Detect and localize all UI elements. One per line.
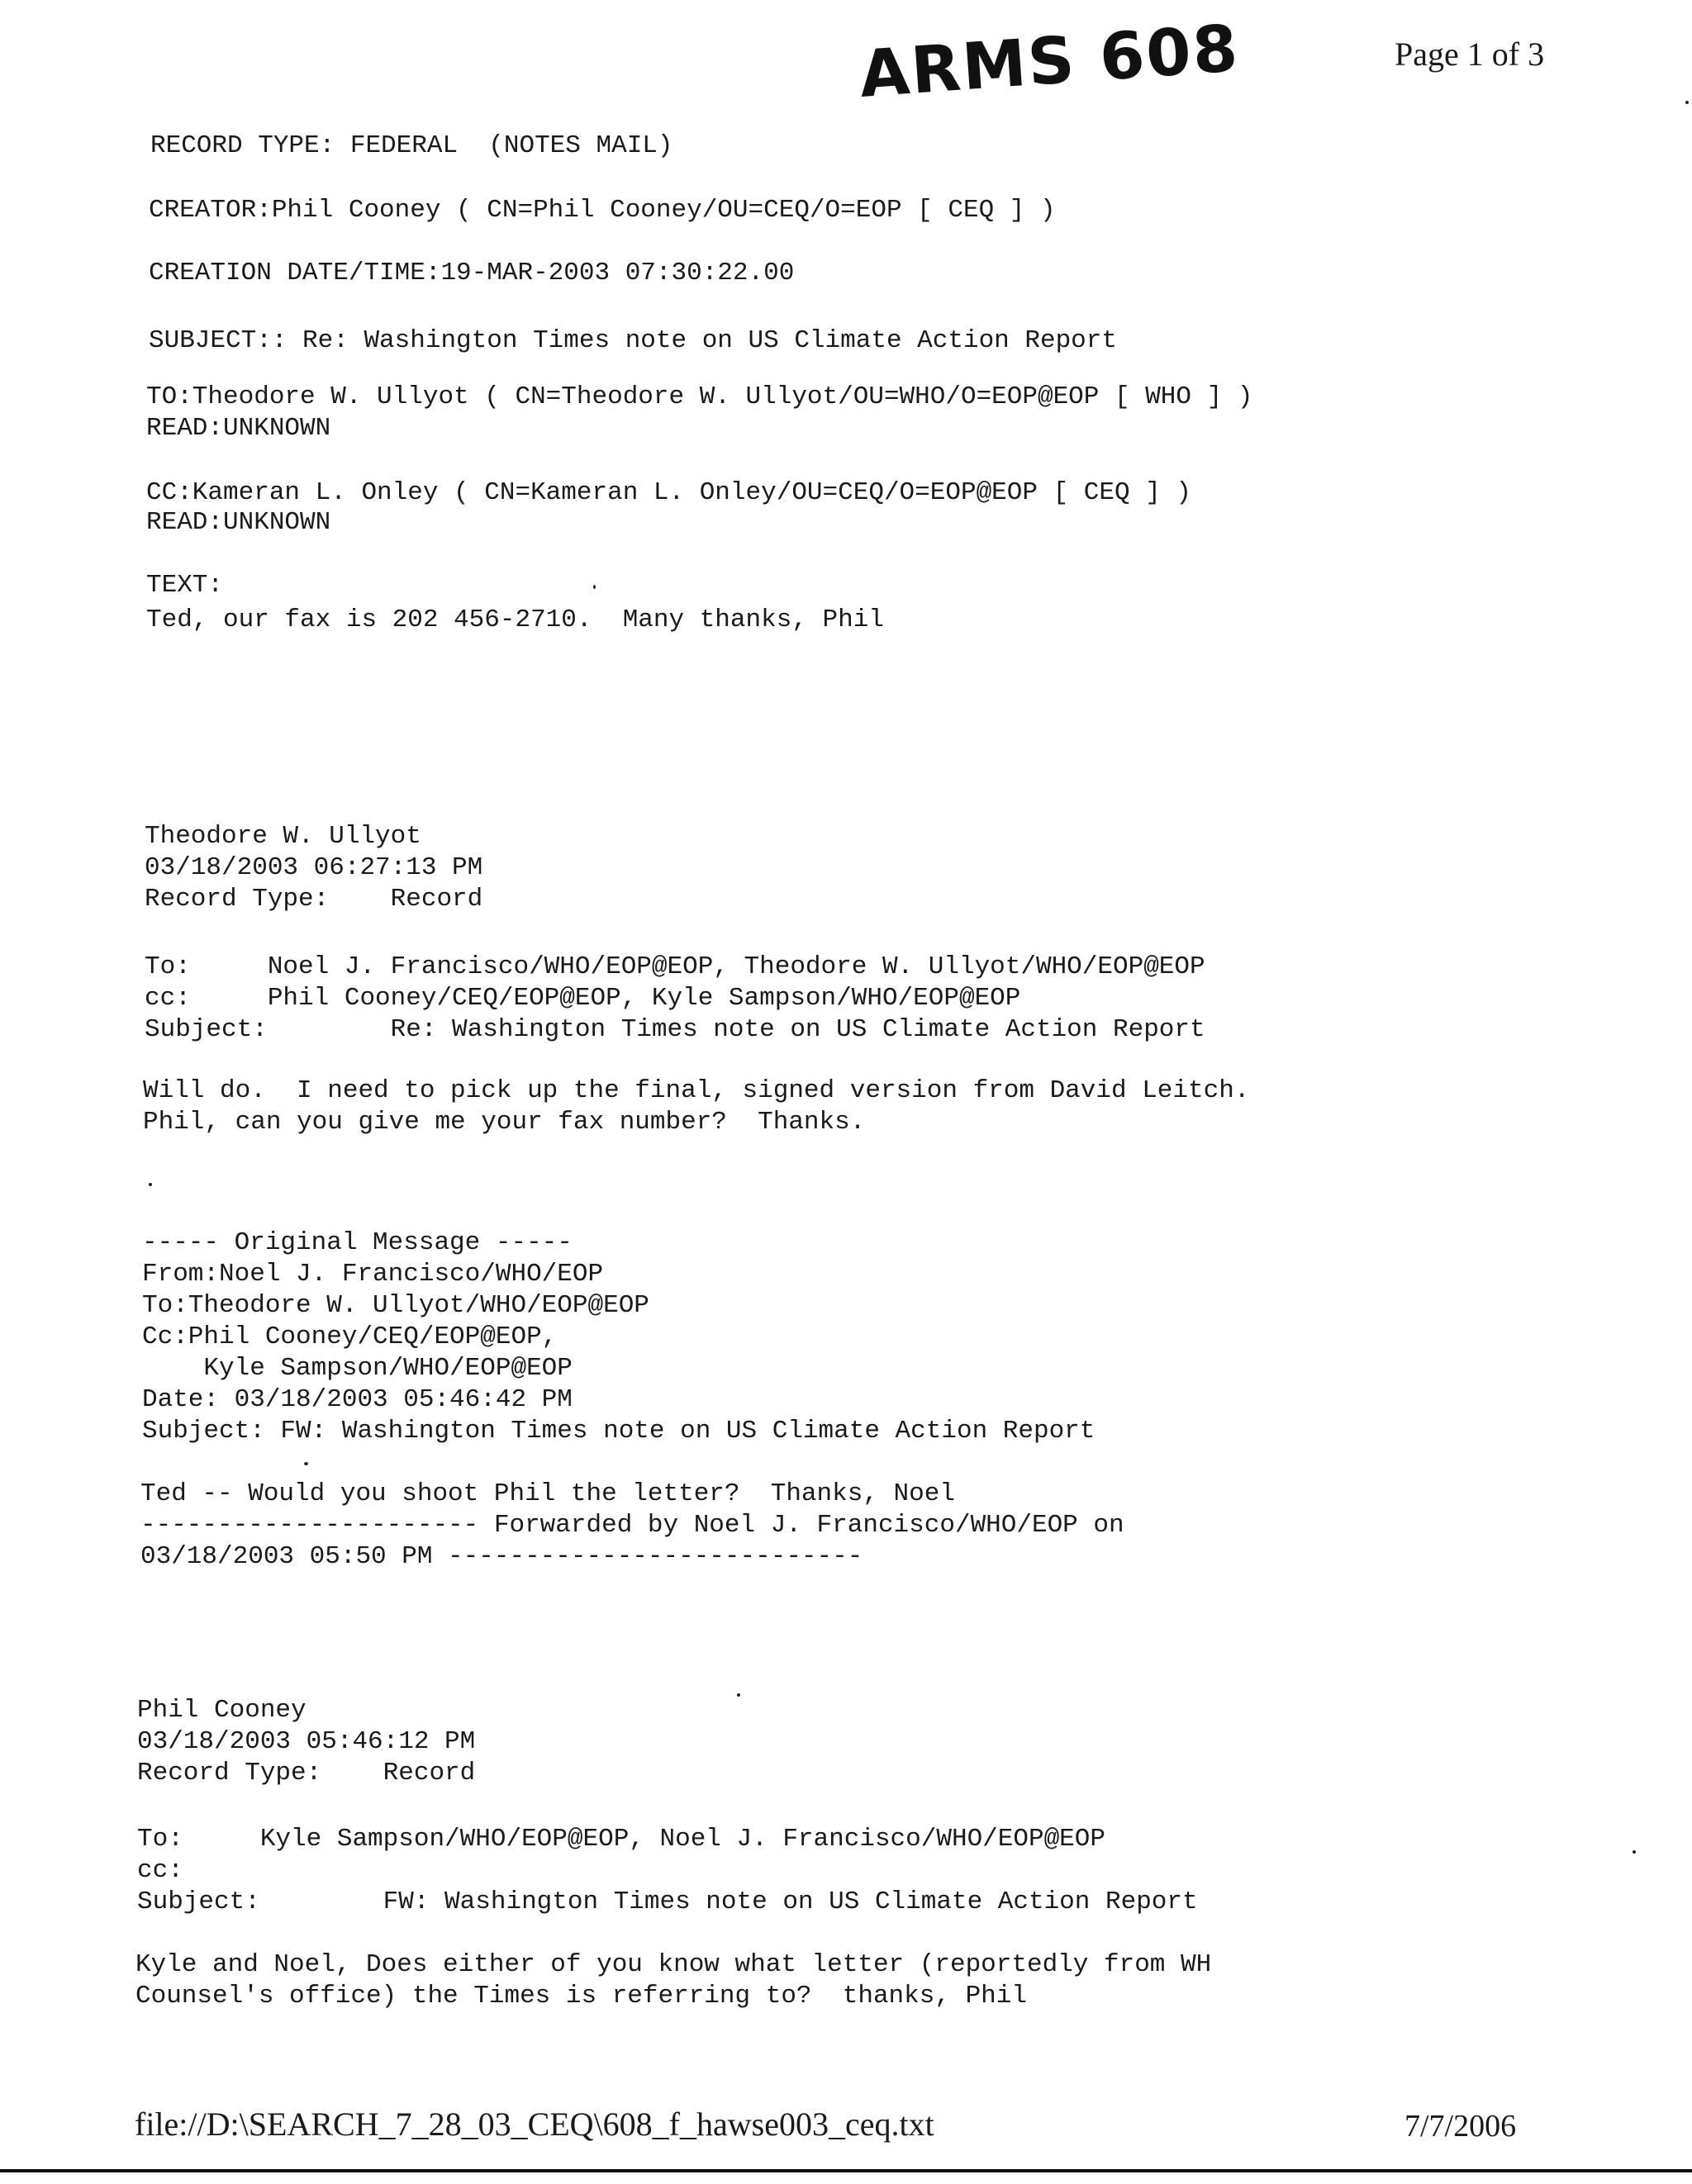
scan-speck	[1633, 1850, 1636, 1854]
record-type: RECORD TYPE: FEDERAL (NOTES MAIL)	[150, 131, 673, 160]
forward-line1: ---------------------- Forwarded by Noel J. Francisco/WHO/EOP on	[140, 1511, 1124, 1540]
text-body: Ted, our fax is 202 456-2710. Many thanks, Phil	[146, 605, 884, 634]
text-label: TEXT:	[146, 571, 224, 600]
page-number: Page 1 of 3	[1395, 36, 1545, 73]
message2-subject: Subject: FW: Washington Times note on US Climate Action Report	[137, 1887, 1198, 1916]
scan-speck	[304, 1462, 308, 1465]
message2-sender: Phil Cooney	[137, 1696, 307, 1725]
creator: CREATOR:Phil Cooney ( CN=Phil Cooney/OU=CEQ/O=EOP [ CEQ ] )	[149, 196, 1056, 225]
message1-to: To: Noel J. Francisco/WHO/EOP@EOP, Theodore W. Ullyot/WHO/EOP@EOP	[145, 952, 1205, 981]
message2-body-line2: Counsel's office) the Times is referring to? thanks, Phil	[135, 1982, 1027, 2011]
scan-speck	[593, 585, 596, 589]
footer-file-path: file://D:\SEARCH_7_28_03_CEQ\608_f_hawse003_ceq.txt	[135, 2106, 934, 2143]
message1-body-line2: Phil, can you give me your fax number? Thanks.	[143, 1108, 866, 1137]
message1-body-line1: Will do. I need to pick up the final, signed version from David Leitch.	[143, 1076, 1250, 1105]
original-cc-line2: Kyle Sampson/WHO/EOP@EOP	[142, 1354, 573, 1383]
message2-datetime: 03/18/2003 05:46:12 PM	[137, 1727, 476, 1756]
scan-speck	[737, 1693, 740, 1697]
bottom-rule	[0, 2169, 1692, 2172]
original-date: Date: 03/18/2003 05:46:42 PM	[142, 1385, 573, 1414]
original-subject: Subject: FW: Washington Times note on US Climate Action Report	[142, 1417, 1096, 1446]
original-divider: ----- Original Message -----	[142, 1228, 573, 1257]
message1-sender: Theodore W. Ullyot	[145, 822, 421, 851]
message1-subject: Subject: Re: Washington Times note on US Climate Action Report	[145, 1015, 1205, 1044]
header-to: TO:Theodore W. Ullyot ( CN=Theodore W. Ullyot/OU=WHO/O=EOP@EOP [ WHO ] )	[146, 382, 1253, 411]
message2-cc: cc:	[137, 1856, 183, 1885]
original-from: From:Noel J. Francisco/WHO/EOP	[142, 1260, 604, 1289]
message1-datetime: 03/18/2003 06:27:13 PM	[145, 853, 483, 882]
original-to: To:Theodore W. Ullyot/WHO/EOP@EOP	[142, 1291, 649, 1320]
creation-date: CREATION DATE/TIME:19-MAR-2003 07:30:22.00	[149, 259, 795, 287]
header-to-read: READ:UNKNOWN	[146, 414, 331, 443]
handwritten-stamp: ARMS 608	[857, 12, 1242, 112]
message2-to: To: Kyle Sampson/WHO/EOP@EOP, Noel J. Francisco/WHO/EOP@EOP	[137, 1825, 1105, 1854]
original-cc-line1: Cc:Phil Cooney/CEQ/EOP@EOP,	[142, 1322, 558, 1351]
message2-record-type: Record Type: Record	[137, 1759, 476, 1788]
message1-cc: cc: Phil Cooney/CEQ/EOP@EOP, Kyle Sampson/WHO/EOP@EOP	[145, 984, 1021, 1013]
scan-speck	[1685, 101, 1689, 104]
original-body: Ted -- Would you shoot Phil the letter? Thanks, Noel	[140, 1479, 955, 1508]
message2-body-line1: Kyle and Noel, Does either of you know what letter (reportedly from WH	[135, 1950, 1212, 1979]
header-cc: CC:Kameran L. Onley ( CN=Kameran L. Onley/OU=CEQ/O=EOP@EOP [ CEQ ] )	[146, 478, 1192, 507]
footer-date: 7/7/2006	[1404, 2109, 1517, 2144]
message1-record-type: Record Type: Record	[145, 885, 483, 914]
scan-speck	[149, 1183, 152, 1186]
forward-line2: 03/18/2003 05:50 PM ---------------------------	[140, 1542, 863, 1571]
header-subject: SUBJECT:: Re: Washington Times note on US Climate Action Report	[149, 326, 1117, 355]
header-cc-read: READ:UNKNOWN	[146, 508, 331, 537]
